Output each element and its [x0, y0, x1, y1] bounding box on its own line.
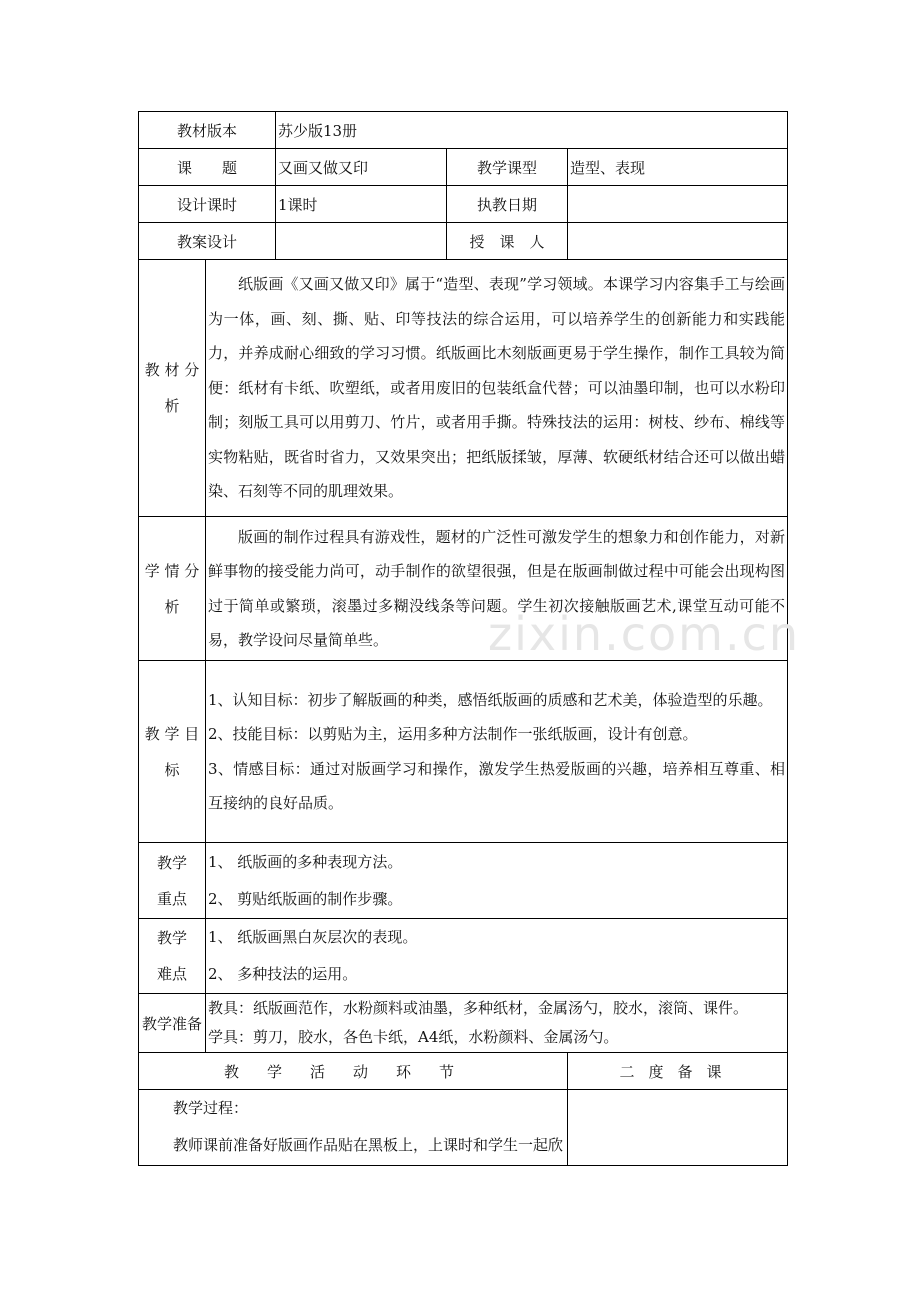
keypoints-row: [139, 843, 788, 919]
topic-value: 又画又做又印: [276, 149, 447, 186]
material-row: [139, 260, 788, 517]
goal-item: 1、认知目标：初步了解版画的种类，感悟纸版画的质感和艺术美，体验造型的乐趣。: [208, 690, 773, 709]
design-value: [276, 223, 447, 260]
design-label: 教案设计: [139, 223, 276, 260]
keypoints-label-line: 重点: [156, 889, 187, 908]
keypoint-item: 2、 剪贴纸版画的制作步骤。: [208, 889, 403, 908]
edition-row: [139, 112, 788, 149]
keypoints-label: [139, 843, 206, 919]
watermark: zixin.com.cn: [488, 607, 801, 661]
hours-value: 1课时: [276, 186, 447, 223]
second-prep-cell: [568, 1090, 788, 1166]
keypoints-label-line: 教学: [156, 853, 187, 872]
process-text: 教师课前准备好版画作品贴在黑板上，上课时和学生一起欣: [173, 1136, 564, 1154]
difficulties-label-line: 教学: [156, 929, 187, 947]
keypoints-list: [206, 843, 788, 919]
activities-header-right: 二度备课: [568, 1053, 788, 1090]
difficulties-row: [139, 919, 788, 994]
keypoint-item: 1、 纸版画的多种表现方法。: [208, 852, 403, 871]
preparation-row: [139, 994, 788, 1053]
hours-row: [139, 186, 788, 223]
lesson-plan-table: [138, 111, 788, 1166]
teacher-label: 授 课 人: [447, 223, 568, 260]
date-label: 执教日期: [447, 186, 568, 223]
hours-label: 设计课时: [139, 186, 276, 223]
preparation-label: 教学准备: [139, 994, 206, 1053]
process-title: 教学过程：: [173, 1099, 249, 1117]
topic-label: 课 题: [139, 149, 276, 186]
activities-header-left: 教学活动环节: [139, 1053, 568, 1090]
edition-label: 教材版本: [139, 112, 276, 149]
goals-row: [139, 661, 788, 843]
students-label: 学 情 分 析: [139, 517, 206, 661]
students-text: 版画的制作过程具有游戏性，题材的广泛性可激发学生的想象力和创作能力，对新鲜事物的接受能力尚可，动手制作的欲望很强，但是在版画制做过程中可能会出现构图过于简单或繁琐，滚墨过多糊没线条等问题。学生初次接触版画艺术,课堂互动可能不易，教学设问尽量简单些。: [206, 517, 788, 661]
teacher-tools: 教具：纸版画范作，水粉颜料或油墨，多种纸材，金属汤勺，胶水，滚筒、课件。: [208, 999, 749, 1017]
design-row: [139, 223, 788, 260]
goal-item: 2、技能目标：以剪贴为主，运用多种方法制作一张纸版画，设计有创意。: [208, 725, 698, 743]
difficulties-list: [206, 919, 788, 994]
edition-value: 苏少版13册: [276, 112, 788, 149]
difficulties-label-line: 难点: [156, 965, 187, 983]
goal-item: 3、情感目标：通过对版画学习和操作，激发学生热爱版画的兴趣，培养相互尊重、相互接纳的良好品质。: [208, 759, 786, 812]
goals-list: [206, 661, 788, 843]
student-tools: 学具：剪刀，胶水，各色卡纸，A4纸，水粉颜料、金属汤勺。: [208, 1028, 619, 1046]
difficulty-item: 1、 纸版画黑白灰层次的表现。: [208, 928, 418, 946]
process-row: [139, 1090, 788, 1166]
date-value: [568, 186, 788, 223]
difficulties-label: [139, 919, 206, 994]
activities-header-row: [139, 1053, 788, 1090]
preparation-list: [206, 994, 788, 1053]
material-label: 教 材 分 析: [139, 260, 206, 517]
teacher-value: [568, 223, 788, 260]
students-row: [139, 517, 788, 661]
process-cell: [139, 1090, 568, 1166]
type-value: 造型、表现: [568, 149, 788, 186]
goals-label: 教 学 目 标: [139, 661, 206, 843]
material-text: 纸版画《又画又做又印》属于“造型、表现”学习领域。本课学习内容集手工与绘画为一体，画、刻、撕、贴、印等技法的综合运用，可以培养学生的创新能力和实践能力，并养成耐心细致的学习习惯。纸版画比木刻版画更易于学生操作，制作工具较为简便：纸材有卡纸、吹塑纸，或者用废旧的包装纸盒代替；可以油墨印制，也可以水粉印制；刻版工具可以用剪刀、竹片，或者用手撕。特殊技法的运用：树枝、纱布、棉线等实物粘贴，既省时省力，又效果突出；把纸版揉皱，厚薄、软硬纸材结合还可以做出蜡染、石刻等不同的肌理效果。: [206, 260, 788, 517]
topic-row: [139, 149, 788, 186]
difficulty-item: 2、 多种技法的运用。: [208, 965, 358, 983]
type-label: 教学课型: [447, 149, 568, 186]
